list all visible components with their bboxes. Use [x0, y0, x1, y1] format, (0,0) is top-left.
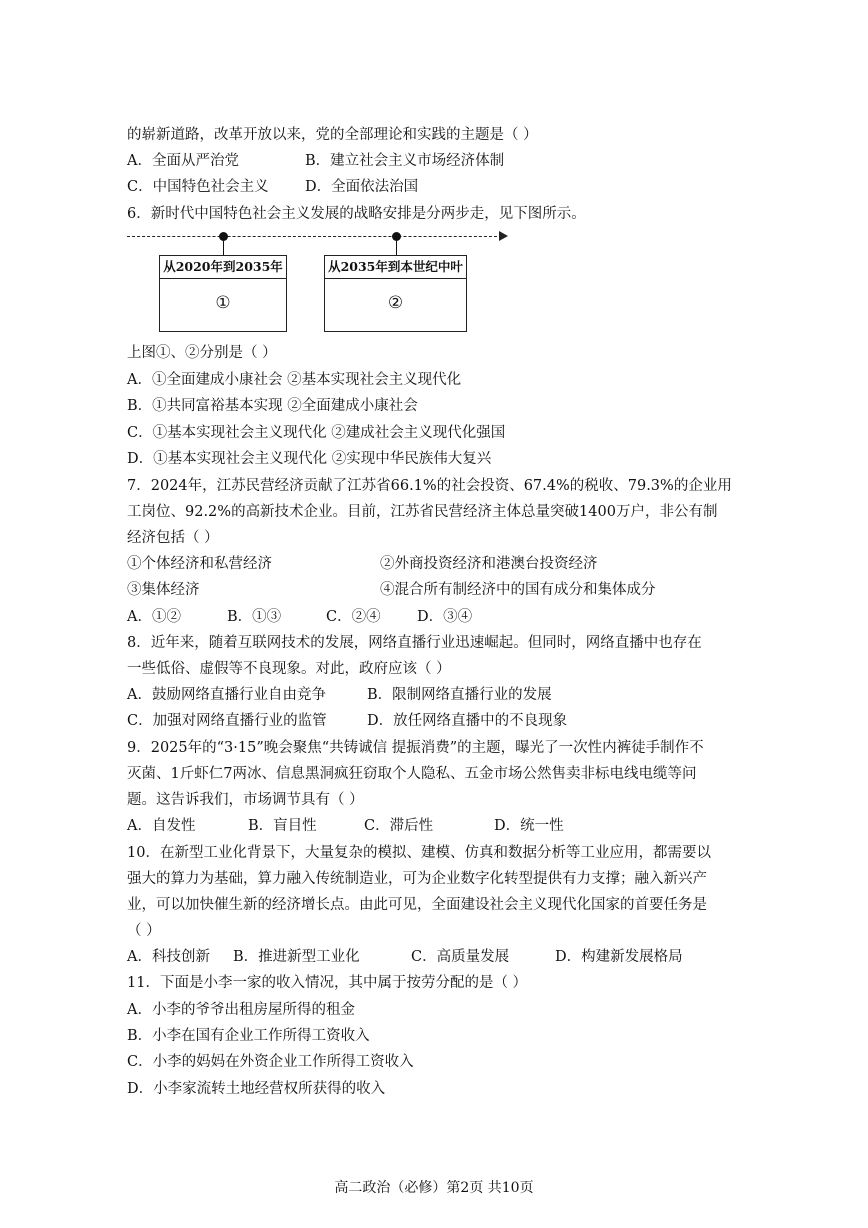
q11-option-d: D．小李家流转土地经营权所获得的收入 — [127, 1081, 386, 1097]
q5-option-c: C．中国特色社会主义 — [127, 179, 269, 195]
q8-option-a: A．鼓励网络直播行业自由竞争 — [127, 687, 326, 703]
q8-option-b: B．限制网络直播行业的发展 — [367, 687, 552, 703]
q11-option-c: C．小李的妈妈在外资企业工作所得工资收入 — [127, 1054, 414, 1070]
q8-option-c: C．加强对网络直播行业的监管 — [127, 713, 327, 729]
q8-stem-line-1: 8．近年来，随着互联网技术的发展，网络直播行业迅速崛起。但同时，网络直播中也存在 — [127, 635, 702, 651]
q9-stem-line-2: 灭菌、1斤虾仁7两冰、信息黑洞疯狂窃取个人隐私、五金市场公然售卖非标电线电缆等问 — [127, 766, 697, 782]
timeline-node-2035 — [392, 232, 401, 241]
q9-option-d: D．统一性 — [494, 818, 564, 834]
q5-option-b: B．建立社会主义市场经济体制 — [305, 153, 505, 169]
q7-option-b: B．①③ — [227, 609, 282, 625]
q8-stem-line-2: 一些低俗、虚假等不良现象。对此，政府应该（ ） — [127, 661, 451, 677]
timeline-stem-1 — [223, 241, 224, 255]
q5-option-a: A．全面从严治党 — [127, 153, 239, 169]
q10-stem-line-3: 业，可以加快催生新的经济增长点。由此可见，全面建设社会主义现代化国家的首要任务是 — [127, 897, 707, 913]
q11-option-a: A．小李的爷爷出租房屋所得的租金 — [127, 1002, 355, 1018]
strategy-timeline-diagram — [127, 226, 517, 246]
stage-1-label: 从2020年到2035年 — [160, 256, 286, 279]
q9-stem-line-3: 题。这告诉我们，市场调节具有（ ） — [127, 792, 364, 808]
q9-option-a: A．自发性 — [127, 818, 196, 834]
q10-option-d: D．构建新发展格局 — [555, 949, 683, 965]
q5-stem-tail: 的崭新道路，改革开放以来，党的全部理论和实践的主题是（ ） — [127, 127, 538, 143]
stage-box-1 — [159, 255, 287, 332]
page-footer: 高二政治（必修）第2页 共10页 — [334, 1180, 534, 1196]
q11-option-b: B．小李在国有企业工作所得工资收入 — [127, 1028, 370, 1044]
stage-1-mark: ① — [215, 293, 231, 313]
q7-option-c: C．②④ — [326, 609, 381, 625]
q9-option-b: B．盲目性 — [248, 818, 317, 834]
q11-stem: 11．下面是小李一家的收入情况，其中属于按劳分配的是（ ） — [127, 975, 528, 991]
q10-option-b: B．推进新型工业化 — [233, 949, 360, 965]
q9-option-c: C．滞后性 — [364, 818, 434, 834]
stage-box-2 — [324, 255, 467, 332]
q7-stem-line-1: 7．2024年，江苏民营经济贡献了江苏省66.1%的社会投资、67.4%的税收、79.3%的企业用 — [127, 478, 732, 494]
q7-item-2: ②外商投资经济和港澳台投资经济 — [380, 556, 598, 572]
q7-option-d: D．③④ — [417, 609, 473, 625]
q10-stem-line-1: 10．在新型工业化背景下，大量复杂的模拟、建模、仿真和数据分析等工业应用，都需要以 — [127, 845, 711, 861]
q10-stem-line-2: 强大的算力为基础，算力融入传统制造业，可为企业数字化转型提供有力支撑；融入新兴产 — [127, 871, 707, 887]
q6-question: 上图①、②分别是（ ） — [127, 345, 277, 361]
timeline-node-2020 — [219, 232, 228, 241]
timeline-stem-2 — [396, 241, 397, 255]
timeline-arrow-icon — [499, 231, 508, 241]
q8-option-d: D．放任网络直播中的不良现象 — [367, 713, 568, 729]
q7-stem-line-3: 经济包括（ ） — [127, 530, 219, 546]
q7-stem-line-2: 工岗位、92.2%的高新技术企业。目前，江苏省民营经济主体总量突破1400万户，非公有制 — [127, 504, 718, 520]
q7-option-a: A．①② — [127, 609, 181, 625]
q10-stem-line-4: （ ） — [127, 923, 161, 939]
q6-option-c: C．①基本实现社会主义现代化 ②建成社会主义现代化强国 — [127, 425, 506, 441]
q7-item-1: ①个体经济和私营经济 — [127, 556, 272, 572]
q6-option-b: B．①共同富裕基本实现 ②全面建成小康社会 — [127, 398, 418, 414]
q9-stem-line-1: 9．2025年的“3·15”晚会聚焦“共铸诚信 提振消费”的主题，曝光了一次性内裤徒手制作不 — [127, 740, 704, 756]
q10-option-c: C．高质量发展 — [411, 949, 510, 965]
q5-option-d: D．全面依法治国 — [305, 179, 419, 195]
timeline-dashed-line — [127, 236, 502, 237]
q6-option-d: D．①基本实现社会主义现代化 ②实现中华民族伟大复兴 — [127, 451, 492, 467]
stage-2-label: 从2035年到本世纪中叶 — [325, 256, 466, 279]
q7-item-4: ④混合所有制经济中的国有成分和集体成分 — [380, 582, 656, 598]
q6-stem: 6．新时代中国特色社会主义发展的战略安排是分两步走，见下图所示。 — [127, 206, 586, 222]
q6-option-a: A．①全面建成小康社会 ②基本实现社会主义现代化 — [127, 372, 462, 388]
stage-2-mark: ② — [387, 293, 404, 313]
q7-item-3: ③集体经济 — [127, 582, 200, 598]
q10-option-a: A．科技创新 — [127, 949, 210, 965]
